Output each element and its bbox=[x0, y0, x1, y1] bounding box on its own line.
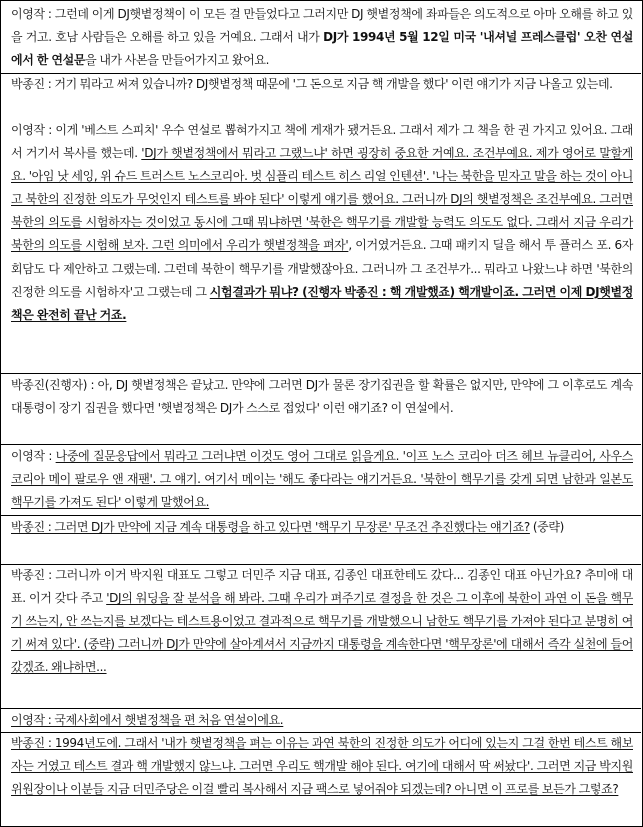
text-segment: 박종진(진행자) : 아, DJ 햇볕정책은 끝났고. 만약에 그러면 DJ가 물론 장기집권을 할 확률은 없지만, 만약에 그 이후로도 계속 대통령이 장기 집권을 했다면 '햇볕정책은 DJ가 스스로 접었다' 이런 얘기죠? 이 연설에서. bbox=[11, 378, 633, 416]
text-segment: 박종진 : 1994년도에. 그래서 '내가 햇볕정책을 펴는 이유는 과연 북한의 진정한 의도가 어디에 있는지 그걸 한번 테스트 해보자는 거였고 테스트 결과 핵 개발했지 않느냐. 그러면 우리도 핵개발 해야 된다. 여기에 대해서 딱 써놨다'. 그러면 지금 박지원 위원장이나 이분들 지금 더민주당은 이걸 빨리 복사해서 지금 팩스로 넣어줘야 되겠는데? 아니면 이 프로를 보든가 그렇죠? bbox=[11, 736, 633, 797]
text-segment: 을 내가 사본을 만들어가지고 왔어요. bbox=[85, 53, 270, 68]
paragraph-lee-first-speech bbox=[11, 709, 633, 732]
text-segment: 나중에 질문응답에서 뭐라고 그러냐면 이것도 영어 그대로 읽을게요. '이프 노스 코리아 더즈 헤브 뉴클리어, 사우스 코리아 메이 팔로우 앤 재팬'. 그 얘기. 여기서 메이는 '해도 좋다라는 얘기거든요. '북한이 핵무기를 갖게 되면 남한과 일본도 핵무기를 가져도 된다' 이렇게 말했어요. bbox=[11, 449, 633, 510]
paragraph-park-dj-president bbox=[11, 516, 633, 539]
paragraph-park-host bbox=[11, 374, 633, 420]
text-segment: 이영작 : bbox=[11, 449, 56, 463]
paragraph-park-1994 bbox=[11, 732, 633, 801]
paragraph-lee-qa bbox=[11, 445, 633, 514]
text-segment: 'DJ가 햇볕정책에서 뭐라고 그랬느냐' 하면 굉장히 중요한 거예요. 조건부예요. 제가 영어로 말할게요. '아임 낫 세잉, 위 슈드 트러스트 노스코리아. 벗 심플리 테스트 히스 리얼 인텐션'. '나는 북한을 믿자고 말을 하는 것이 아니고 북한의 진정한 의도가 무엇인지 테스트를 봐야 된다' 이렇게 얘기를 했어요. 그러니까 DJ의 햇볕정책은 조건부예요. 그러면 북한의 의도를 시험하자는 것이었고 동시에 그때 뭐냐하면 '북한은 핵무기를 개발할 능력도 의도도 없다. 그래서 지금 우리가 북한의 의도를 시험해 보자. 그런 의미에서 우리가 햇볕정책을 펴자' bbox=[11, 146, 634, 253]
text-segment: 이영작 : 국제사회에서 햇볕정책을 편 처음 연설이에요. bbox=[11, 713, 284, 727]
text-segment: 시험결과가 뭐냐? (진행자 박종진 : 핵 개발했죠) 핵개발이죠. 그러면 이제 DJ햇볕정책은 완전히 끝난 거죠. bbox=[11, 284, 633, 322]
text-segment: , 이거였거든요. 그때 패키지 딜을 해서 투 플러스 포. 6자회담도 다 제안하고 그랬는데. 그런데 북한이 핵무기를 개발했잖아요. 그러니까 그 조건부가... 뭐라고 나왔느냐 하면 '북한의 진정한 의도를 시험하자'고 그랬는데 그 bbox=[11, 238, 633, 299]
text-segment: 박종진 : 그러면 DJ가 만약에 지금 계속 대통령을 하고 있다면 '핵무기 무장론' 무조건 추진했다는 얘기죠? bbox=[11, 520, 530, 534]
text-segment: 박종진 : 그러니까 이거 박지원 대표도 그렇고 더민주 지금 대표, 김종인 대표한테도 갔다... 김종인 대표 아닌가요? 추미애 대표. 이거 갖다 주고 bbox=[11, 568, 633, 606]
text-segment: 'DJ의 워딩을 잘 분석을 해 봐라. 그때 우리가 펴주기로 결정을 한 것은 그 이후에 북한이 과연 이 돈을 핵무기 쓰는지, 안 쓰는지를 보겠다는 테스트용이었고 결과적으로 핵무기를 개발했으니 남한도 핵무기를 가져야 된다고 분명히 여기 써져 있다'. (중략) 그러니까 DJ가 만약에 살아계셔서 지금까지 대통령을 계속한다면 '핵무장론'에 대해서 즉각 실천에 들어갔겠죠. 왜냐하면... bbox=[11, 591, 633, 675]
text-segment: 이영작 : 이게 '베스트 스피치' 우수 연설로 뽑혀가지고 책에 게재가 됐거든요. 그래서 제가 그 책을 한 권 가지고 있어요. 그래서 거기서 복사를 했는데. bbox=[11, 123, 633, 161]
paragraph-park-opposition bbox=[11, 564, 633, 679]
text-segment: 이영작 : 그런데 이게 DJ햇볕정책이 이 모든 걸 만들었다고 그러지만 DJ 햇볕정책에 좌파들은 의도적으로 아마 오해를 하고 있을 거고. 호남 사람들은 오해를 하고 있을 거예요. 그래서 내가 bbox=[11, 7, 633, 45]
text-segment: (중략) bbox=[529, 520, 565, 534]
text-segment: 박종진 : 거기 뭐라고 써져 있습니까? DJ햇볕정책 때문에 '그 돈으로 지금 핵 개발을 했다' 이런 얘기가 지금 나올고 있는데. bbox=[11, 77, 613, 91]
paragraph-park-question bbox=[11, 73, 633, 96]
paragraph-lee-best-speech bbox=[11, 119, 633, 327]
paragraph-lee-1994-speech bbox=[11, 3, 633, 72]
text-segment: DJ가 1994년 5월 12일 미국 '내셔널 프레스클럽' 오찬 연설에서 한 연설문 bbox=[11, 30, 633, 68]
